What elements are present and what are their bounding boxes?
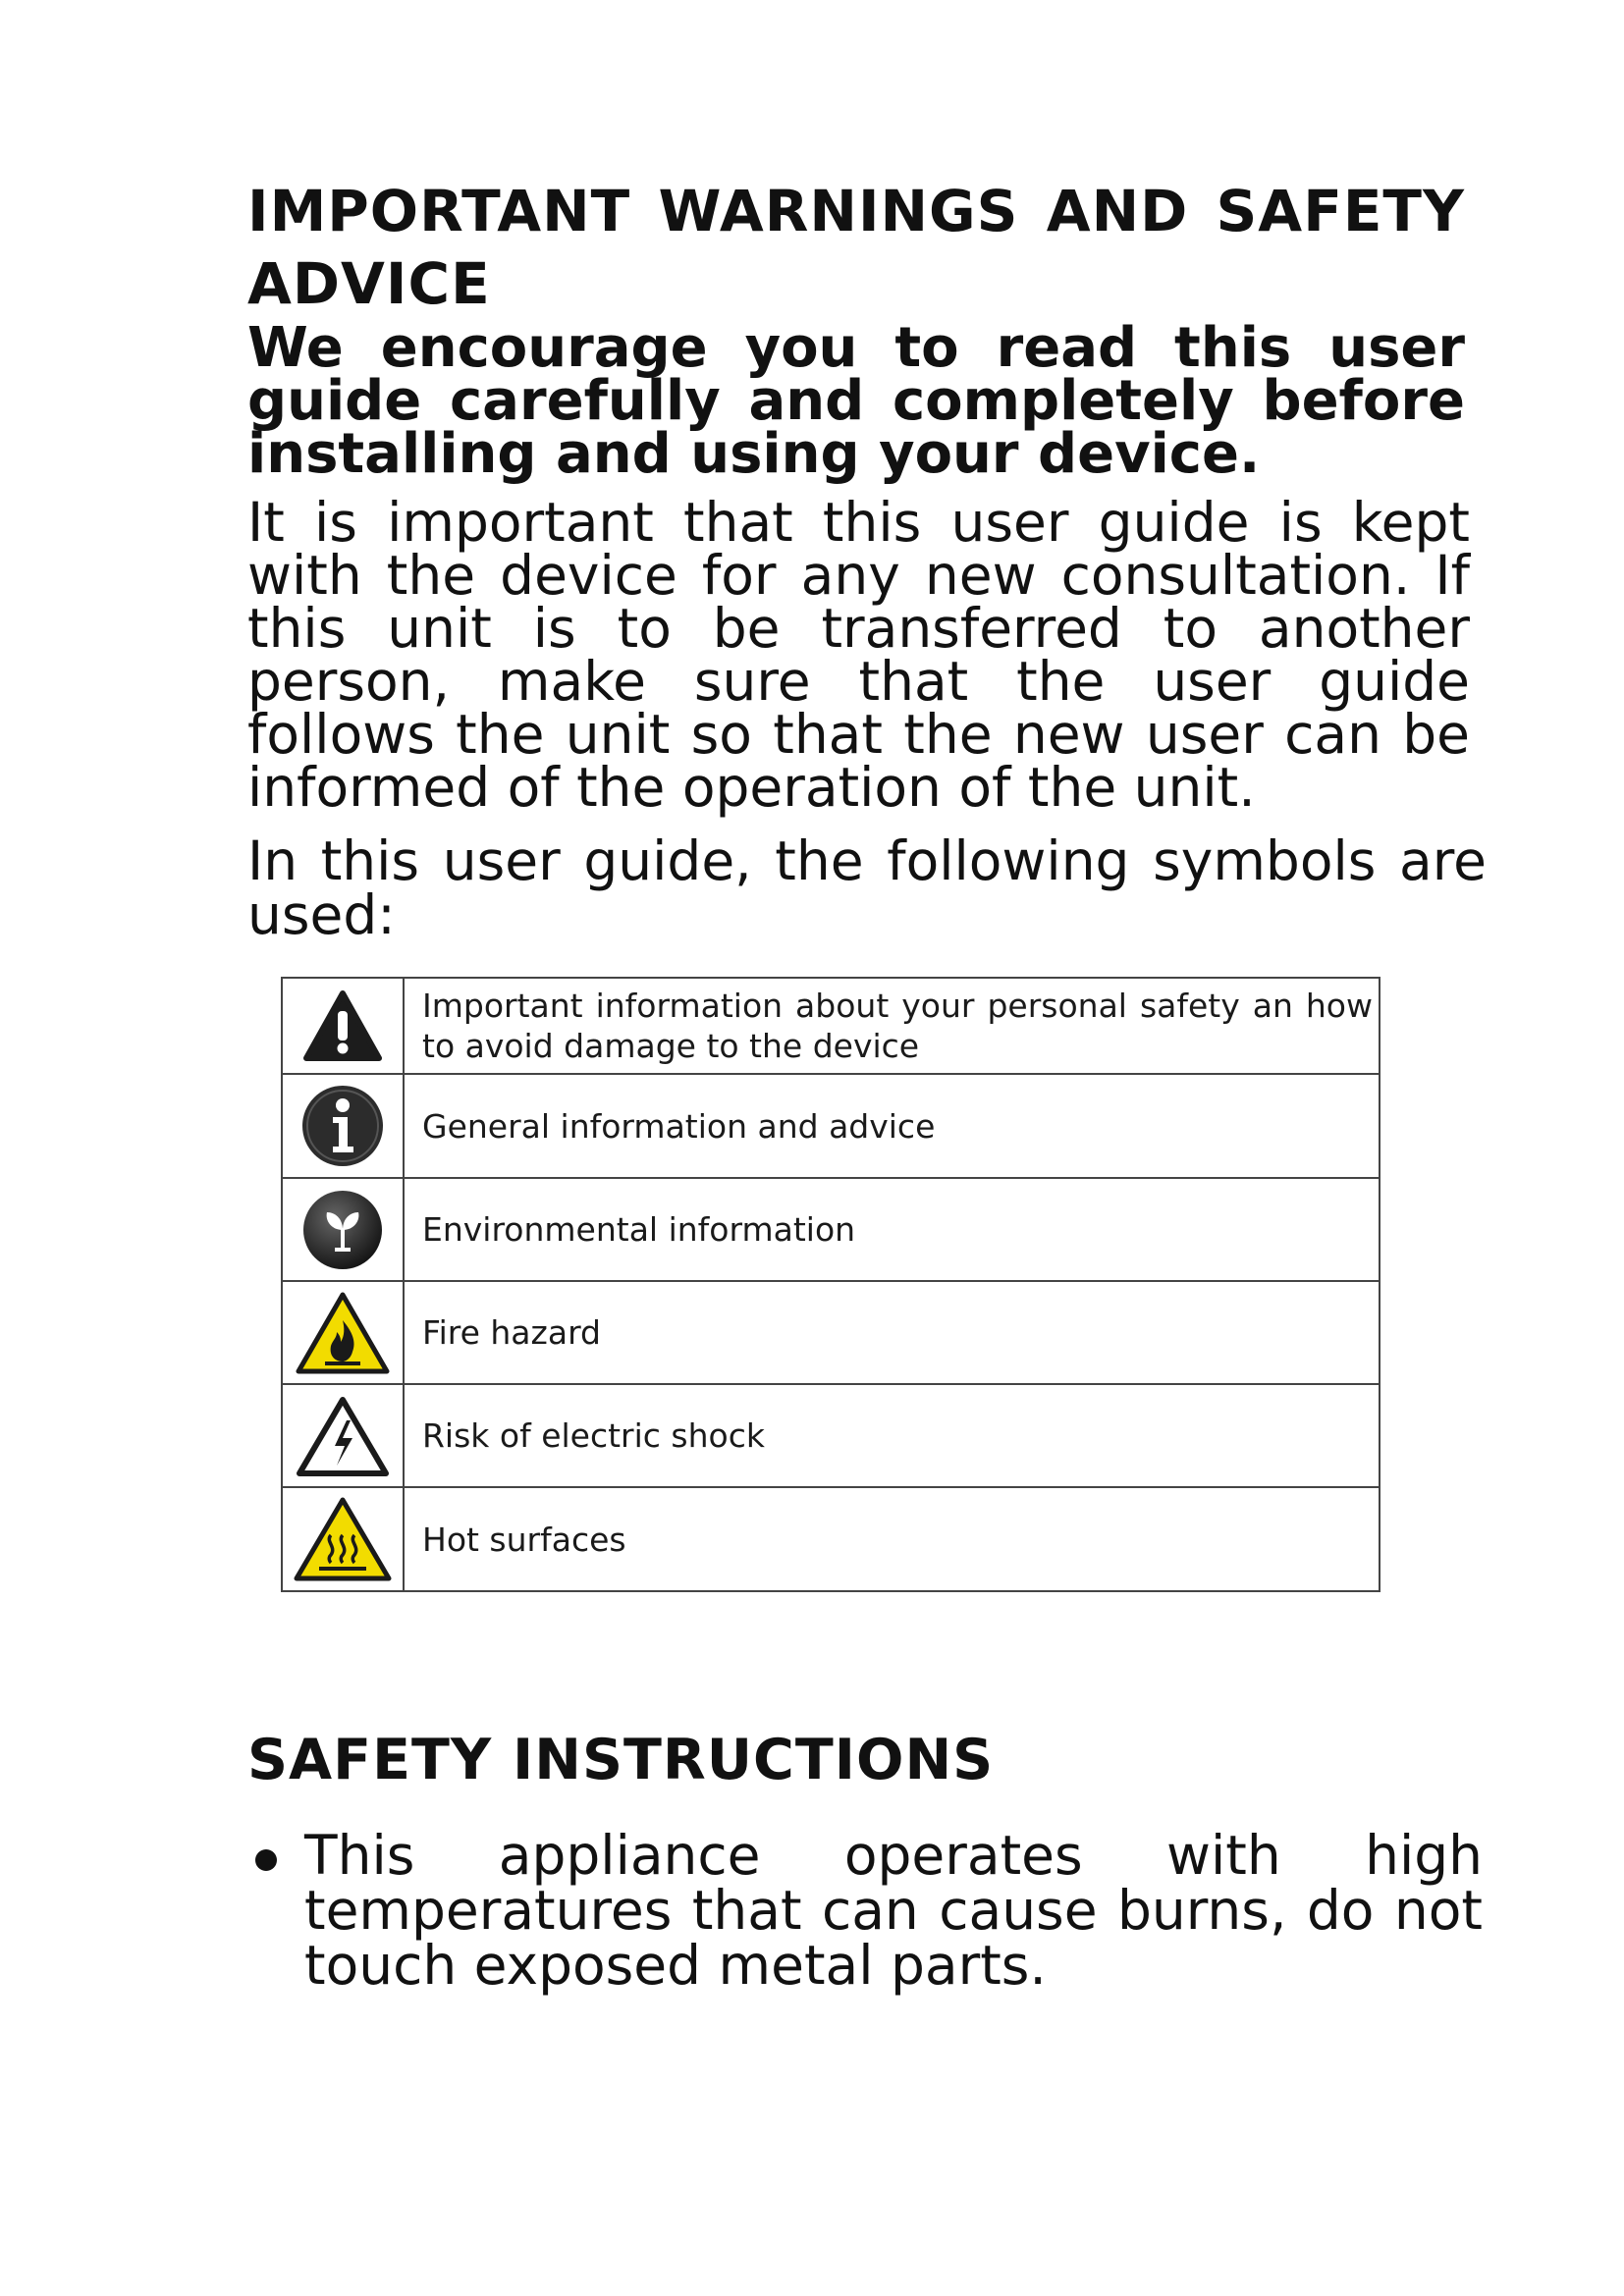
- symbol-description: Environmental information: [404, 1178, 1380, 1281]
- symbol-row: [282, 1384, 1380, 1487]
- intro-bold-paragraph: We encourage you to read this user guide carefully and completely before installing and using your device.: [247, 316, 1465, 486]
- symbols-intro-paragraph: In this user guide, the following symbols are used:: [247, 829, 1487, 946]
- hot-surface-icon: [283, 1496, 403, 1582]
- symbols-table: [281, 977, 1380, 1592]
- keep-guide-paragraph: It is important that this user guide is kept with the device for any new consultation. If this unit is to be transferred to another person, make sure that the user guide follows the unit so that the new user can be informed of the operation of the unit.: [247, 491, 1470, 819]
- symbol-row: [282, 1487, 1380, 1591]
- symbol-description: Fire hazard: [404, 1281, 1380, 1384]
- symbol-row: [282, 1281, 1380, 1384]
- list-item: [247, 1824, 1485, 1997]
- safety-instructions-heading: SAFETY INSTRUCTIONS: [247, 1728, 995, 1792]
- symbol-description: Hot surfaces: [404, 1487, 1380, 1591]
- symbol-row: [282, 1074, 1380, 1178]
- symbol-row: [282, 1178, 1380, 1281]
- safety-instruction-text: This appliance operates with high temperatures that can cause burns, do not touch exposed metal parts.: [304, 1824, 1483, 1997]
- environment-plant-icon: [283, 1189, 403, 1271]
- page-title: IMPORTANT WARNINGS AND SAFETY ADVICE: [247, 178, 1465, 317]
- symbol-row: [282, 978, 1380, 1074]
- bullet-icon: [255, 1849, 277, 1871]
- info-icon: [283, 1084, 403, 1168]
- fire-hazard-icon: [283, 1291, 403, 1375]
- symbol-description: Risk of electric shock: [404, 1384, 1380, 1487]
- symbol-description: General information and advice: [404, 1074, 1380, 1178]
- electric-shock-icon: [283, 1395, 403, 1477]
- warning-exclamation-icon: [283, 989, 403, 1062]
- symbol-description: Important information about your personal safety an how to avoid damage to the device: [404, 978, 1380, 1074]
